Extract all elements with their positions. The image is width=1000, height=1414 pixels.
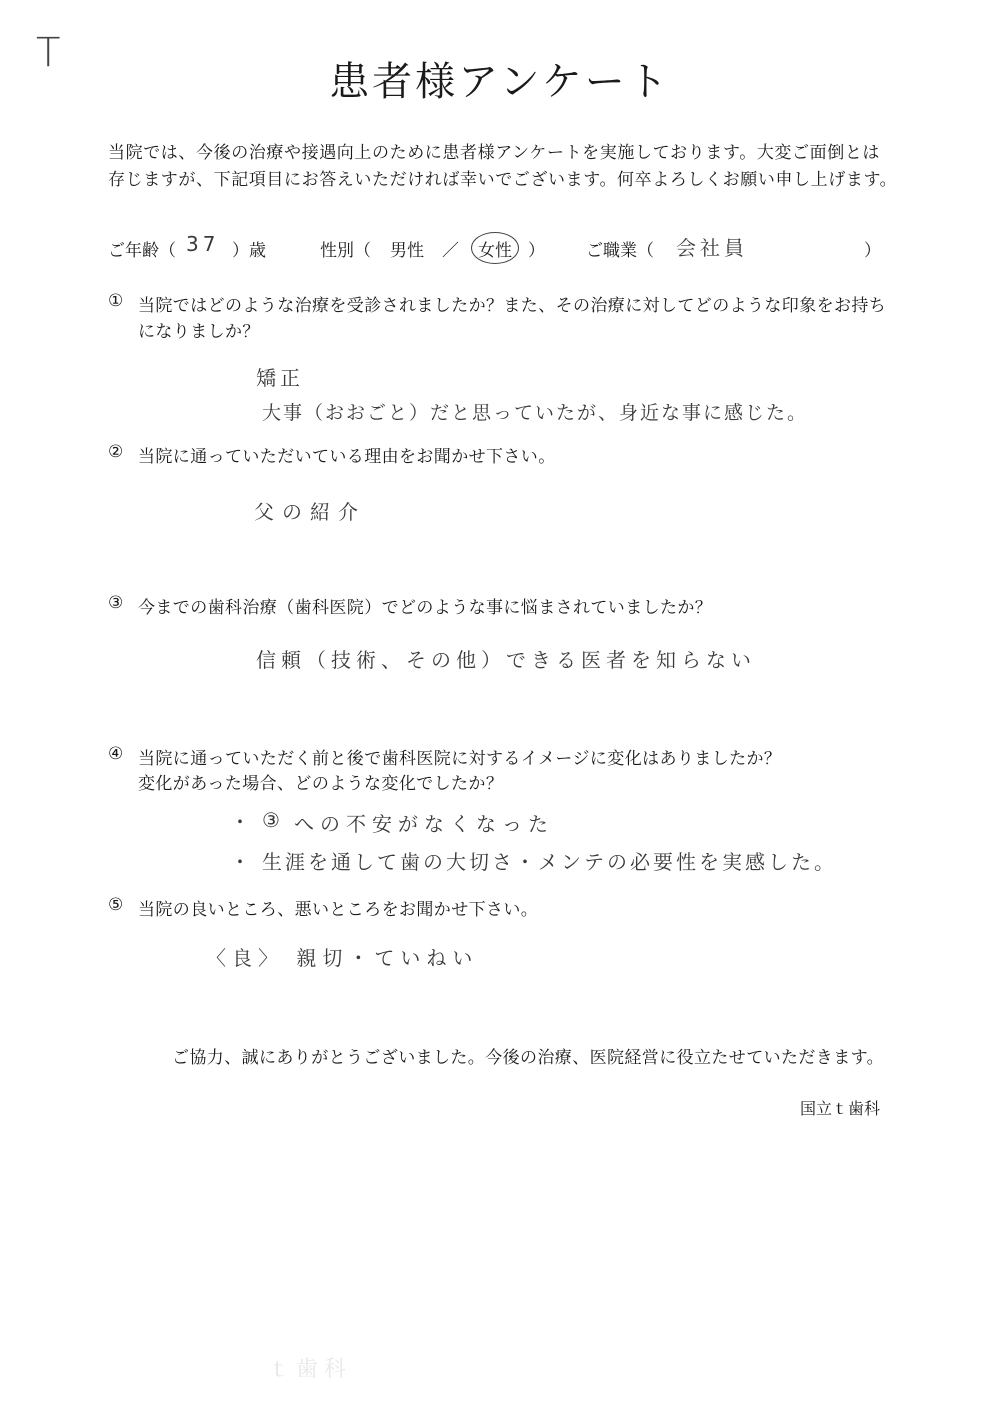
- age-suffix: ）歳: [232, 241, 266, 261]
- job-close: ）: [864, 241, 881, 261]
- intro-line-1: 当院では、今後の治療や接遇向上のために患者様アンケートを実施しております。大変ご面倒とは: [108, 143, 881, 163]
- gender-close: ）: [528, 241, 545, 261]
- closing-message: ご協力、誠にありがとうございました。今後の治療、医院経営に役立たせていただきます。: [172, 1048, 885, 1068]
- corner-mark: T: [36, 30, 61, 76]
- question-5-text: 当院の良いところ、悪いところをお聞かせ下さい。: [138, 900, 539, 920]
- question-4-number: ④: [108, 744, 124, 764]
- clinic-name: 国立ｔ歯科: [800, 1099, 881, 1118]
- job-value: 会社員: [676, 236, 748, 260]
- age-prefix: ご年齢（: [108, 241, 176, 261]
- question-1-text-line-2: になりましか？: [138, 322, 260, 342]
- question-1-number: ①: [108, 291, 124, 311]
- question-1-text-line-1: 当院ではどのような治療を受診されましたか？また、その治療に対してどのような印象をお持ち: [138, 296, 887, 316]
- question-5-number: ⑤: [108, 895, 124, 915]
- question-3-number: ③: [108, 593, 124, 613]
- question-4-text-line-1: 当院に通っていただく前と後で歯科医院に対するイメージに変化はありましたか？: [138, 749, 782, 769]
- page-title: 患者様アンケート: [329, 59, 671, 105]
- age-value: 37: [186, 232, 220, 256]
- question-2-number: ②: [108, 442, 124, 462]
- question-3-text: 今までの歯科治療（歯科医院）でどのような事に悩まされていましたか？: [138, 598, 713, 618]
- gender-label: 性別（: [320, 241, 371, 261]
- answer-4-ref: ③: [262, 808, 280, 832]
- gender-female: 女性: [478, 241, 512, 261]
- answer-4-line-1: への不安がなくなった: [294, 812, 554, 836]
- question-2-text: 当院に通っていただいている理由をお聞かせ下さい。: [138, 447, 556, 467]
- answer-1-line-1: 矯正: [256, 366, 304, 390]
- answer-2: 父の紹介: [254, 500, 366, 524]
- answer-4-line-2: 生涯を通して歯の大切さ・メンテの必要性を実感した。: [262, 850, 837, 874]
- answer-1-line-2: 大事（おおごと）だと思っていたが、身近な事に感じた。: [262, 402, 809, 424]
- gender-female-circle: [471, 232, 519, 264]
- gender-separator: ／: [442, 241, 459, 261]
- gender-male: 男性: [390, 241, 424, 261]
- answer-4-bullet-1: ・: [230, 810, 254, 834]
- job-label: ご職業（: [586, 241, 654, 261]
- faint-bleed-through: ｔ歯科: [268, 1357, 353, 1382]
- answer-5: 〈良〉 親切・ていねい: [206, 946, 479, 970]
- intro-line-2: 存じますが、下記項目にお答えいただければ幸いでございます。何卒よろしくお願い申し上げます。: [108, 170, 898, 190]
- question-4-text-line-2: 変化があった場合、どのような変化でしたか？: [138, 774, 504, 794]
- answer-3: 信頼（技術、その他）できる医者を知らない: [256, 648, 756, 672]
- answer-4-bullet-2: ・: [230, 850, 254, 874]
